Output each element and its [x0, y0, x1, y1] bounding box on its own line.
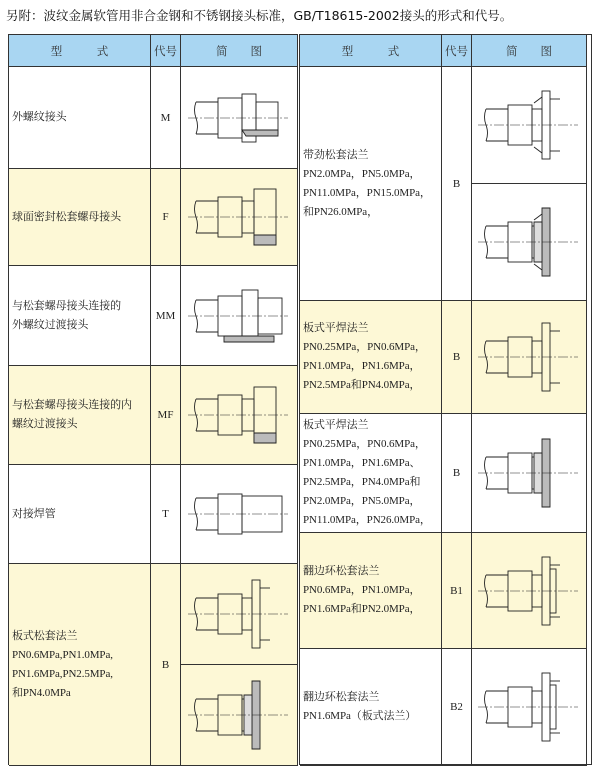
type-description — [12, 208, 121, 227]
type-line: PN0.25MPa，PN0.6MPa， — [303, 341, 426, 353]
code-value: F — [162, 211, 169, 223]
type-line: 带劲松套法兰 — [303, 148, 369, 161]
type-line: 螺纹过渡接头 — [12, 418, 78, 430]
table-row-diagram — [472, 301, 587, 414]
left-header-diagram — [181, 35, 298, 67]
type-line: 与松套螺母接头连接的 — [12, 299, 121, 312]
type-line: PN1.0MPa，PN1.6MPa， — [303, 360, 421, 372]
header-diagram-label: 简 图 — [216, 43, 262, 58]
table-row-diagram — [181, 465, 298, 564]
table-row-code — [151, 67, 181, 169]
type-line: PN1.6MPa（板式法兰） — [303, 710, 417, 722]
table-row-diagram — [472, 414, 587, 533]
table-row-diagram — [472, 184, 587, 301]
table-row-code — [151, 564, 181, 766]
type-description — [12, 297, 121, 335]
table-row-type — [300, 301, 442, 414]
left-header-type — [9, 35, 151, 67]
table-row-code — [442, 649, 472, 766]
type-description — [303, 416, 431, 530]
right-header-type — [300, 35, 442, 67]
page-title: 另附：波纹金属软管用非合金钢和不锈钢接头标准，GB/T18615-2002接头的形式和代号。 — [6, 8, 513, 23]
type-description — [12, 396, 132, 434]
type-line: PN11.0MPa，PN15.0MPa， — [303, 186, 431, 199]
table-row-type — [9, 67, 151, 169]
neck-loose-flange-section-diagram — [474, 202, 584, 282]
type-line: 外螺纹过渡接头 — [12, 318, 89, 331]
type-line: 与松套螺母接头连接的内 — [12, 399, 132, 411]
type-description — [12, 505, 56, 524]
table-row-diagram — [181, 366, 298, 465]
table-row-type — [300, 533, 442, 649]
table-row-type — [9, 564, 151, 766]
table-divider — [297, 34, 300, 765]
type-line: PN1.0MPa，PN1.6MPa、 — [303, 457, 421, 469]
lap-joint-flange-diagram — [474, 551, 584, 631]
right-header-code — [442, 35, 472, 67]
table-row-code — [442, 533, 472, 649]
neck-loose-flange-diagram — [474, 85, 584, 165]
header-code-label: 代号 — [445, 43, 468, 58]
table-row-diagram — [181, 169, 298, 266]
table-row-type — [300, 649, 442, 766]
fitting-table — [8, 34, 592, 765]
type-line: PN2.5MPa，PN4.0MPa和 — [303, 476, 421, 488]
table-row-diagram — [181, 67, 298, 169]
butt-weld-pipe-diagram — [184, 474, 294, 554]
type-line: 和PN4.0MPa — [12, 686, 71, 699]
type-line: PN0.25MPa，PN0.6MPa， — [303, 438, 426, 450]
female-adapter-diagram — [184, 375, 294, 455]
table-row-diagram — [472, 649, 587, 766]
type-line: PN2.5MPa和PN4.0MPa， — [303, 379, 421, 391]
type-line: 外螺纹接头 — [12, 111, 67, 123]
code-value: B — [452, 351, 461, 363]
type-line: PN1.6MPa,PN2.5MPa, — [12, 667, 113, 680]
lap-joint-plate-flange-diagram — [474, 667, 584, 747]
code-value: B — [161, 658, 170, 671]
plate-loose-flange-section-diagram — [184, 675, 294, 755]
male-thread-fitting-diagram — [184, 78, 294, 158]
left-header-code — [151, 35, 181, 67]
table-row-diagram — [181, 665, 298, 766]
type-line: 对接焊管 — [12, 507, 56, 520]
type-description — [303, 562, 420, 619]
table-row-type — [9, 465, 151, 564]
header-type-label: 型 式 — [341, 43, 400, 58]
table-row-type — [9, 266, 151, 366]
male-adapter-diagram — [184, 276, 294, 356]
type-line: 翻边环松套法兰 — [303, 691, 380, 703]
table-row-type — [9, 169, 151, 266]
table-row-diagram — [472, 533, 587, 649]
code-value: T — [162, 508, 169, 520]
table-row-type — [300, 67, 442, 301]
table-row-code — [442, 67, 472, 301]
code-value: B — [452, 467, 461, 479]
code-value: MF — [157, 409, 174, 421]
code-value: B — [452, 177, 461, 190]
table-row-code — [442, 301, 472, 414]
code-value: M — [160, 111, 171, 124]
type-line: PN2.0MPa，PN5.0MPa， — [303, 495, 421, 507]
table-row-code — [151, 366, 181, 465]
code-value: B1 — [450, 584, 463, 597]
type-description — [303, 319, 426, 395]
plate-loose-flange-diagram — [184, 574, 294, 654]
type-description — [12, 627, 113, 703]
table-row-code — [442, 414, 472, 533]
header-code-label: 代号 — [154, 43, 177, 58]
type-line: 和PN26.0MPa， — [303, 205, 378, 218]
header-type-label: 型 式 — [50, 43, 109, 58]
slip-on-flange-section-diagram — [474, 433, 584, 513]
right-header-diagram — [472, 35, 587, 67]
type-description — [303, 688, 416, 726]
header-diagram-label: 简 图 — [506, 43, 552, 58]
type-description — [12, 108, 67, 127]
code-value: B2 — [450, 701, 463, 713]
type-line: PN0.6MPa,PN1.0MPa, — [12, 648, 113, 661]
type-line: 板式松套法兰 — [12, 629, 78, 642]
table-row-code — [151, 465, 181, 564]
code-value: MM — [155, 309, 176, 322]
type-line: PN0.6MPa，PN1.0MPa， — [303, 584, 421, 596]
type-description — [303, 146, 431, 222]
table-row-type — [300, 414, 442, 533]
type-line: PN2.0MPa，PN5.0MPa， — [303, 167, 421, 180]
type-line: 板式平焊法兰 — [303, 322, 369, 334]
table-row-diagram — [472, 67, 587, 184]
table-row-type — [9, 366, 151, 465]
table-row-code — [151, 169, 181, 266]
table-row-diagram — [181, 564, 298, 665]
type-line: 球面密封松套螺母接头 — [12, 210, 121, 223]
table-row-diagram — [181, 266, 298, 366]
type-line: 翻边环松套法兰 — [303, 565, 380, 577]
type-line: PN1.6MPa和PN2.0MPa， — [303, 603, 421, 615]
type-line: 板式平焊法兰 — [303, 419, 369, 431]
type-line: PN11.0MPa，PN26.0MPa， — [303, 514, 431, 526]
spherical-swivel-nut-fitting-diagram — [184, 177, 294, 257]
table-row-code — [151, 266, 181, 366]
plate-slip-on-flange-diagram — [474, 317, 584, 397]
